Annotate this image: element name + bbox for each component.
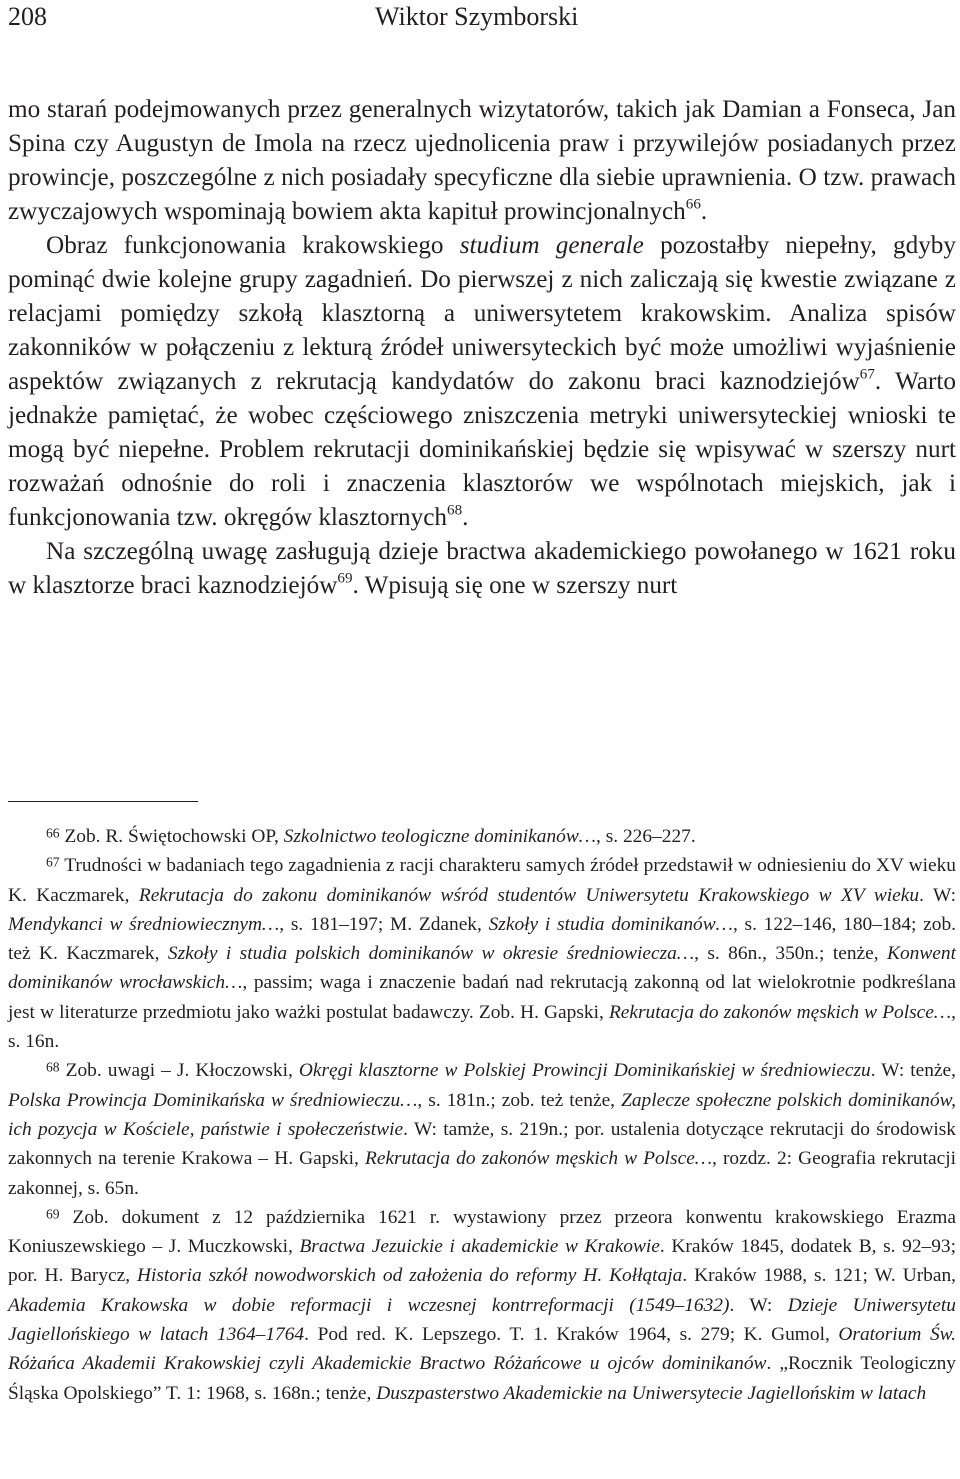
- text-run: .: [700, 198, 708, 225]
- text-run: , s. 16n.: [8, 1001, 956, 1053]
- text-run: . „Rocznik Teologiczny Śląska Opolskiego” T. 1: 1968, s. 168n.; tenże,: [8, 1353, 956, 1404]
- italic-title: Duszpasterstwo Akademickie na Uniwersytecie Jagiellońskim w latach: [376, 1382, 927, 1404]
- footnotes: [8, 822, 956, 1408]
- text-run: , s. 226–227.: [596, 826, 696, 847]
- italic-title: Mendykanci w średniowiecznym…: [8, 913, 280, 935]
- italic-title: Akademia Krakowska w dobie reformacji i wczesnej kontrreformacji (1549–1632): [8, 1294, 730, 1316]
- text-run: , passim; waga i znaczenie badań nad rekrutacją zakonną od lat wielokrotnie podkreślana jest w literaturze przedmiotu jako ważki postulat badawczy. Zob. H. Gapski,: [8, 972, 957, 1023]
- italic-title: Konwent dominikanów wrocławskich…: [8, 943, 956, 994]
- text-run: , s. 181–197; M. Zdanek,: [279, 913, 489, 935]
- italic-term: studium generale: [459, 232, 644, 259]
- footnote-number: 66: [46, 825, 60, 841]
- italic-title: Dzieje Uniwersytetu Jagiellońskiego w latach 1364–1764: [8, 1294, 956, 1346]
- text-run: , s. 181n.; zob. też tenże,: [417, 1089, 622, 1111]
- text-run: . Kraków 1845, dodatek B, s. 92–93; por. H. Barycz,: [8, 1236, 956, 1287]
- footnote-number: 69: [46, 1206, 60, 1222]
- paragraph: [8, 229, 956, 535]
- footnote-67: [8, 851, 956, 1056]
- footnote-separator: [8, 801, 198, 802]
- text-run: , s. 86n., 350n.; tenże,: [694, 943, 888, 965]
- italic-title: Okręgi klasztorne w Polskiej Prowincji Dominikańskiej w średniowieczu: [298, 1060, 871, 1082]
- italic-title: Oratorium Św. Różańca Akademii Krakowskiej czyli Akademickie Bractwo Różańcowe u ojców dominikanów: [8, 1324, 957, 1375]
- italic-title: Szkoły i studia dominikanów…: [488, 913, 733, 935]
- text-run: . Pod red. K. Lepszego. T. 1. Kraków 1964, s. 279; K. Gumol,: [304, 1324, 839, 1346]
- text-run: . W:: [729, 1294, 788, 1316]
- italic-title: Rekrutacja do zakonu dominikanów wśród studentów Uniwersytetu Krakowskiego w XV wieku: [138, 884, 920, 906]
- text-run: mo starań podejmowanych przez generalnych wizytatorów, takich jak Damian a Fonseca, Jan Spina czy Augustyn de Imola na rzecz ujednolicenia praw i przywilejów posiadanych przez prowincje, poszczególne z nich posiadały specyficzne dla siebie uprawnienia. O tzw. prawach zwyczajowych wspominają bowiem akta kapituł prowincjonalnych: [8, 96, 956, 225]
- italic-title: Rekrutacja do zakonów męskich w Polsce…: [608, 1001, 952, 1023]
- footnote-ref: 67: [859, 366, 875, 383]
- page-header: [0, 0, 960, 40]
- main-text: [8, 93, 956, 603]
- footnote-69: [8, 1203, 956, 1408]
- text-run: . Warto jednakże pamiętać, że wobec częściowego zniszczenia metryki uniwersyteckiej wnioski te mogą być niepełne. Problem rekrutacji dominikańskiej będzie się wpisywać w szerszy nurt rozważań odnośnie do roli i znaczenia klasztorów we wspólnotach miejskich, jak i funkcjonowania tzw. okręgów klasztornych: [8, 368, 956, 531]
- italic-title: Polska Prowincja Dominikańska w średniowieczu…: [8, 1089, 418, 1111]
- footnote-number: 68: [46, 1059, 60, 1075]
- footnote-68: [8, 1056, 956, 1202]
- footnote-66: [8, 822, 956, 851]
- footnote-number: 67: [46, 854, 60, 870]
- text-run: . Kraków 1988, s. 121; W. Urban,: [682, 1265, 957, 1287]
- page-number: 208: [8, 2, 47, 31]
- footnote-ref: 66: [685, 196, 701, 213]
- footnote-ref: 69: [337, 570, 353, 587]
- paragraph: [8, 93, 956, 229]
- text-run: Trudności w badaniach tego zagadnienia z racji charakteru samych źródeł przedstawił w odniesieniu do XV wieku K. Kaczmarek,: [8, 855, 956, 906]
- text-run: . W:: [919, 884, 956, 906]
- italic-title: Bractwa Jezuickie i akademickie w Krakowie: [299, 1236, 660, 1258]
- footnote-ref: 68: [447, 502, 463, 519]
- text-run: , rozdz. 2: Geografia rekrutacji zakonnej, s. 65n.: [8, 1148, 957, 1199]
- text-run: Zob. uwagi – J. Kłoczowski,: [65, 1060, 299, 1082]
- text-run: . Wpisują się one w szerszy nurt: [352, 572, 678, 599]
- running-head: Wiktor Szymborski: [375, 2, 579, 31]
- text-run: Obraz funkcjonowania krakowskiego: [46, 232, 460, 259]
- italic-title: Szkolnictwo teologiczne dominikanów…: [283, 826, 597, 847]
- text-run: Zob. R. Świętochowski OP,: [64, 826, 284, 847]
- paragraph: [8, 535, 956, 603]
- italic-title: Zaplecze społeczne polskich dominikanów, ich pozycja w Kościele, państwie i społeczeństwie: [8, 1089, 956, 1140]
- italic-title: Szkoły i studia polskich dominikanów w okresie średniowiecza…: [167, 943, 695, 965]
- text-run: .: [462, 504, 469, 531]
- italic-title: Historia szkół nowodworskich od założenia do reformy H. Kołłątaja: [137, 1265, 683, 1287]
- italic-title: Rekrutacja do zakonów męskich w Polsce…: [365, 1148, 713, 1170]
- text-run: pozostałby niepełny, gdyby pominąć dwie kolejne grupy zagadnień. Do pierwszej z nich zaliczają się kwestie związane z relacjami pomiędzy szkołą klasztorną a uniwersytetem krakowskim. Analiza spisów zakonników w połączeniu z lekturą źródeł uniwersyteckich być może umożliwi wyjaśnienie aspektów związanych z rekrutacją kandydatów do zakonu braci kaznodziejów: [8, 232, 956, 395]
- text-run: Na szczególną uwagę zasługują dzieje bractwa akademickiego powołanego w 1621 roku w klasztorze braci kaznodziejów: [8, 538, 956, 599]
- text-run: , s. 122–146, 180–184; zob. też K. Kaczmarek,: [8, 913, 956, 965]
- text-run: . W: tenże,: [870, 1060, 956, 1082]
- text-run: Zob. dokument z 12 października 1621 r. wystawiony przez przeora konwentu krakowskiego Erazma Koniuszewskiego – J. Muczkowski,: [8, 1206, 956, 1258]
- text-run: . W: tamże, s. 219n.; por. ustalenia dotyczące rekrutacji do środowisk zakonnych na terenie Krakowa – H. Gapski,: [8, 1118, 956, 1170]
